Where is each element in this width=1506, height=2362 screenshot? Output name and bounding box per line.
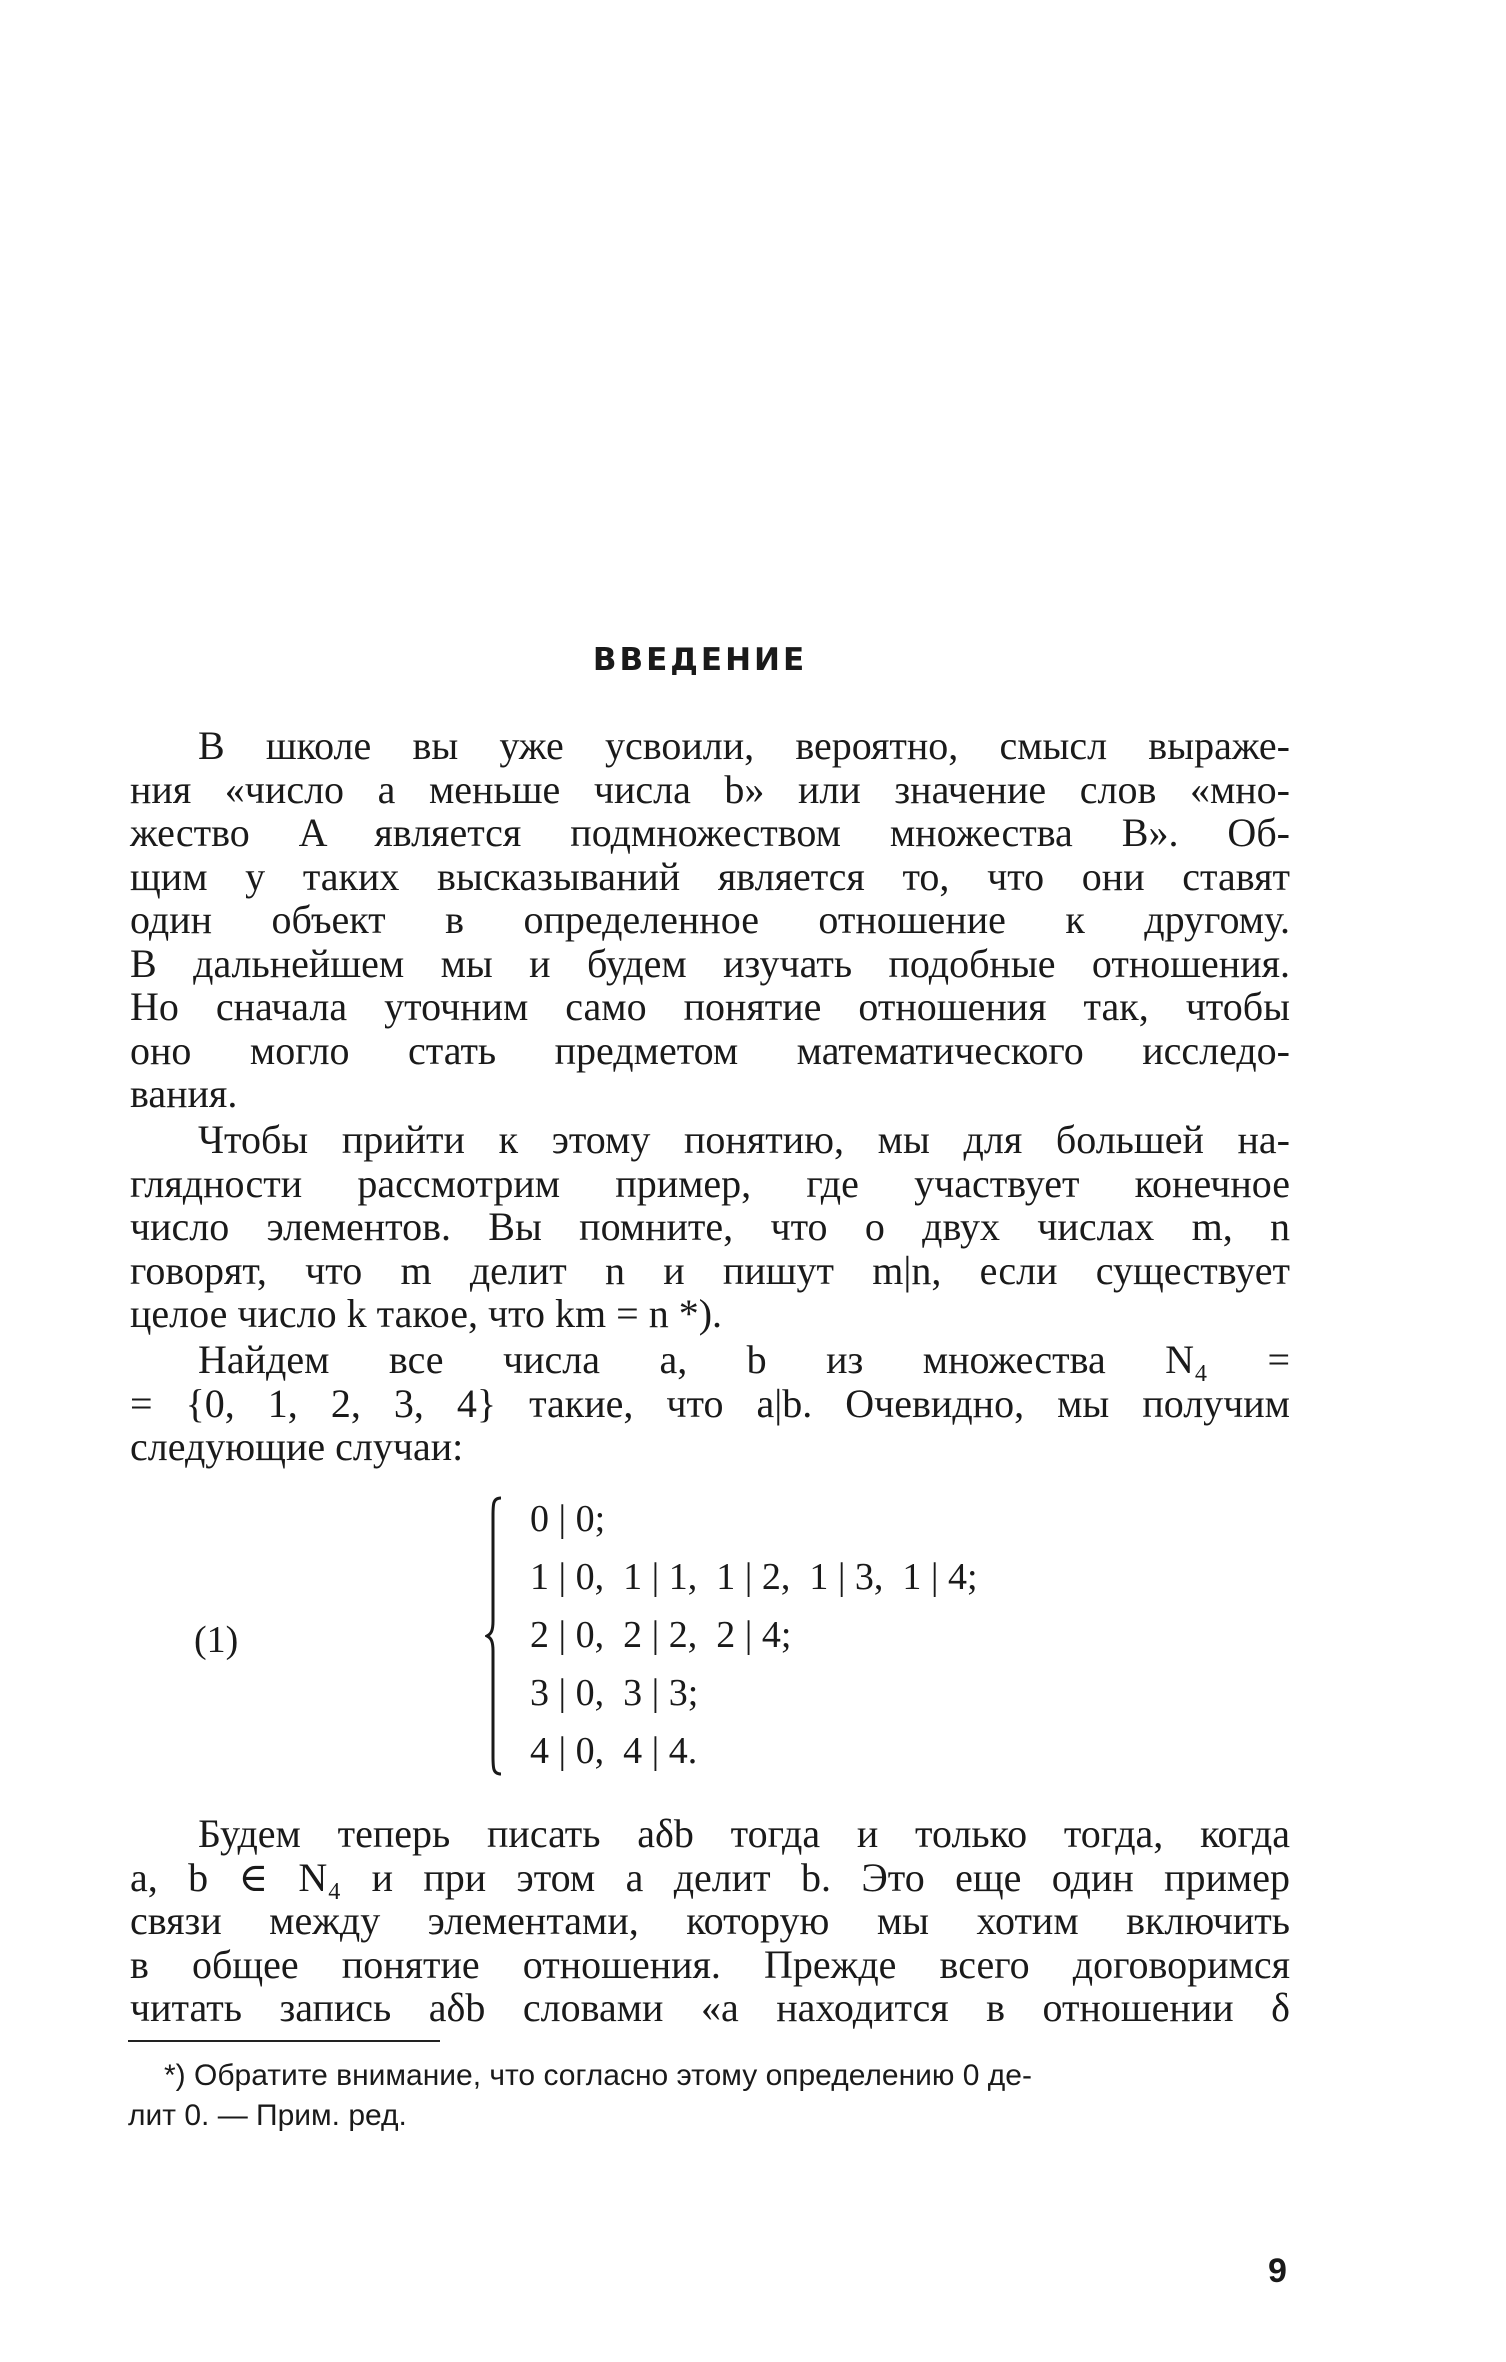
relation-line: 2 | 0, 2 | 2, 2 | 4;	[530, 1614, 792, 1656]
text-line: = {0, 1, 2, 3, 4} такие, что a|b. Очевидно, мы получим	[130, 1380, 1290, 1426]
text-line: a, b ∈ N₄ и при этом a делит b. Это еще один пример	[130, 1854, 1290, 1900]
footnote	[128, 2056, 1288, 2136]
text-line: Найдем все числа a, b из множества N₄ =	[198, 1337, 1290, 1382]
text-line: Но сначала уточним само понятие отношения так, чтобы	[130, 984, 1290, 1029]
text-line: вания.	[130, 1071, 238, 1116]
footnote-line: *) Обратите внимание, что согласно этому определению 0 де-	[164, 2059, 1032, 2092]
text-line: связи между элементами, которую мы хотим включить	[130, 1898, 1290, 1943]
text-line: читать запись aδb словами «a находится в отношении δ	[130, 1985, 1290, 2030]
relation-list	[530, 1490, 978, 1780]
paragraph-2	[130, 1118, 1290, 1336]
relation-line: 0 | 0;	[530, 1498, 606, 1540]
relation-line: 3 | 0, 3 | 3;	[530, 1672, 699, 1714]
text-line: число элементов. Вы помните, что о двух числах m, n	[130, 1204, 1290, 1249]
text-line: Будем теперь писать aδb тогда и только тогда, когда	[198, 1811, 1290, 1856]
text-line: целое число k такое, что km = n *).	[130, 1291, 723, 1336]
footnote-line: лит 0. — Прим. ред.	[128, 2099, 407, 2132]
text-line: жество A является подмножеством множества B». Об-	[130, 810, 1290, 855]
left-brace-icon	[485, 1496, 505, 1776]
text-line: говорят, что m делит n и пишут m|n, если существует	[130, 1247, 1290, 1293]
text-line: щим у таких высказываний является то, что они ставят	[130, 853, 1290, 899]
chapter-heading: ВВЕДЕНИЕ	[592, 642, 808, 678]
text-line: один объект в определенное отношение к другому.	[130, 897, 1290, 942]
paragraph-4	[130, 1812, 1290, 2030]
text-line: В школе вы уже усвоили, вероятно, смысл выраже-	[198, 723, 1290, 768]
text-line: оно могло стать предметом математического исследо-	[130, 1027, 1290, 1073]
footnote-divider	[128, 2040, 440, 2042]
text-line: ния «число a меньше числа b» или значение слов «мно-	[130, 766, 1290, 812]
relation-line: 1 | 0, 1 | 1, 1 | 2, 1 | 3, 1 | 4;	[530, 1556, 978, 1598]
text-line: В дальнейшем мы и будем изучать подобные отношения.	[130, 940, 1290, 986]
text-line: Чтобы прийти к этому понятию, мы для большей на-	[198, 1117, 1290, 1162]
divisibility-relations	[180, 1490, 1080, 1790]
relation-line: 4 | 0, 4 | 4.	[530, 1730, 698, 1772]
page-number: 9	[1268, 2252, 1287, 2290]
text-line: глядности рассмотрим пример, где участвует конечное	[130, 1160, 1290, 1206]
paragraph-3	[130, 1338, 1290, 1469]
equation-label: (1)	[194, 1619, 239, 1661]
text-line: следующие случаи:	[130, 1424, 464, 1469]
paragraph-1	[130, 724, 1290, 1116]
text-line: в общее понятие отношения. Прежде всего договоримся	[130, 1941, 1290, 1987]
